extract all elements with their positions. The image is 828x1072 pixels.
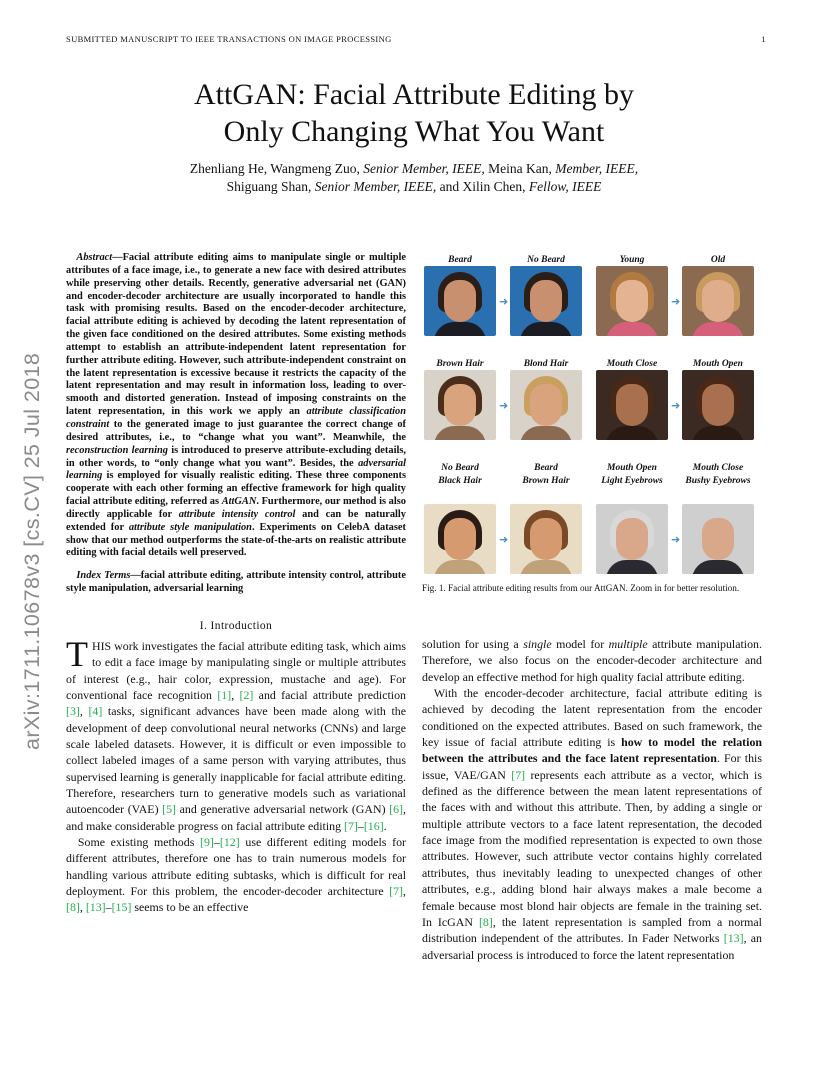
intro-text: seems to be an effective — [131, 900, 249, 915]
citation-link[interactable]: [8] — [478, 914, 493, 929]
right-arrow-icon: ➜ — [671, 533, 681, 546]
face-image — [682, 266, 754, 336]
abstract-emphasis-3: adversarial learning — [66, 457, 406, 482]
face-image — [510, 504, 582, 574]
section-heading-introduction: I. Introduction — [199, 619, 273, 632]
intro-text: – — [105, 900, 112, 915]
face-image — [424, 370, 496, 440]
citation-link[interactable]: [12] — [219, 835, 240, 850]
face-image — [596, 370, 668, 440]
author-role-4: Fellow, IEEE — [528, 179, 602, 194]
body-emphasis: single — [523, 637, 552, 651]
face-image — [424, 266, 496, 336]
figure-attribute-label: Beard — [448, 255, 472, 265]
citation-link[interactable]: [3] — [66, 704, 80, 719]
running-header-text: SUBMITTED MANUSCRIPT TO IEEE TRANSACTIONS ON IMAGE PROCESSING — [66, 34, 392, 44]
author-role-2: Member, IEEE, — [555, 161, 639, 176]
face-image — [424, 504, 496, 574]
body-bold: how to model the relation between the attributes and the face latent representation — [422, 735, 763, 766]
citation-link[interactable]: [16] — [363, 818, 384, 833]
figure-attribute-label: Mouth Open — [693, 359, 743, 369]
citation-link[interactable]: [13] — [85, 900, 106, 915]
intro-text: , — [79, 900, 86, 915]
face-image — [596, 504, 668, 574]
figure-attribute-label: No Beard Black Hair — [438, 463, 482, 486]
abstract — [66, 252, 406, 560]
citation-link[interactable]: [13] — [723, 931, 744, 946]
citation-link[interactable]: [7] — [389, 884, 404, 899]
citation-link[interactable]: [2] — [239, 687, 254, 702]
body-text: With the encoder-decoder architecture, facial attribute editing is achieved by decoding the latent representation from the encoder conditioned on the expected attributes. Based on such framework, the key issue of facial attribute editing is — [422, 686, 762, 750]
figure-attribute-label: Mouth Close — [606, 359, 658, 369]
author-line-2 — [0, 178, 828, 196]
body-text: , an adversarial process is introduced to force the latent representation — [422, 931, 762, 962]
figure-1 — [422, 252, 762, 572]
figure-caption: Fig. 1. Facial attribute editing results from our AttGAN. Zoom in for better resolution. — [422, 583, 740, 593]
arxiv-stamp: arXiv:1711.10678v3 [cs.CV] 25 Jul 2018 — [20, 352, 44, 750]
title-line-1: AttGAN: Facial Attribute Editing by — [194, 78, 634, 111]
face-image — [682, 504, 754, 574]
abstract-text-4: is employed for visually realistic editing. These three components cooperate with each other forming an effective framework for high quality facial attribute editing, referred as — [66, 470, 406, 508]
face-image — [510, 370, 582, 440]
abstract-text-3: is introduced to preserve attribute-excluding details, in other words, to “only change what you want”. Besides, the — [66, 444, 406, 469]
figure-attribute-label: Mouth Close Bushy Eyebrows — [685, 463, 751, 486]
abstract-text-7: . Experiments on CelebA dataset show that our method outperforms the state-of-the-arts on realistic attribute editing with facial details well preserved. — [66, 521, 406, 559]
face-image — [682, 370, 754, 440]
abstract-text-2: to the generated image to just guarantee the correct change of desired attributes, i.e., to “change what you want”. Meanwhile, the — [66, 418, 406, 443]
intro-text: . — [383, 818, 387, 833]
citation-link[interactable]: [6] — [389, 802, 404, 817]
abstract-text-6: and can be naturally extended for — [66, 508, 407, 533]
right-arrow-icon: ➜ — [671, 295, 681, 308]
intro-paragraph-1 — [66, 633, 407, 834]
author-line-1 — [0, 160, 828, 178]
citation-link[interactable]: [5] — [162, 802, 177, 817]
figure-attribute-label: No Beard — [527, 255, 565, 265]
right-column-text — [422, 636, 762, 963]
intro-text: tasks, significant advances have been made along with the development of deep convolutional neural networks (CNNs) and large scale labeled datasets. However, it is difficult or even impossible to collect labeled images of a same person with varying attributes, thus supervised learning is generally inapplicable for facial attribute editing. Therefore, researchers turn to generative models such as variational autoencoder (VAE) — [66, 704, 406, 817]
intro-text: , — [231, 687, 240, 702]
paper-title — [0, 76, 828, 150]
right-column — [422, 252, 763, 962]
abstract-label: Abstract — [76, 252, 113, 263]
abstract-emphasis-4: AttGAN — [221, 496, 257, 508]
right-arrow-icon: ➜ — [499, 533, 509, 546]
page-number: 1 — [761, 34, 766, 44]
author-names-3: Shiguang Shan, — [226, 179, 312, 194]
body-text: , the latent representation is sampled from a normal distribution independent of the attributes. In Fader Networks — [422, 914, 762, 946]
body-emphasis: multiple — [608, 637, 648, 651]
right-paragraph-1 — [422, 636, 762, 685]
intro-text: , and make considerable progress on facial attribute editing — [66, 802, 406, 833]
drop-cap: T — [66, 633, 88, 674]
right-arrow-icon: ➜ — [499, 295, 509, 308]
citation-link[interactable]: [1] — [217, 687, 232, 702]
citation-link[interactable]: [8] — [66, 900, 80, 915]
author-list — [0, 160, 828, 196]
body-text: model for — [551, 637, 609, 651]
abstract-emphasis-2: reconstruction learning — [66, 444, 168, 456]
figure-attribute-label: Blond Hair — [523, 359, 569, 369]
body-text: attribute manipulation. Therefore, we also focus on the encoder-decoder architecture and develop an effective method for high quality facial attribute editing. — [422, 637, 762, 684]
author-names-2: Meina Kan, — [488, 161, 552, 176]
abstract-text-1: —Facial attribute editing aims to manipulate single or multiple attributes of a face image, i.e., to generate a new face with desired attributes while preserving other details. Recently, generative adversarial net (GAN) and encoder-decoder architecture are usually incorporated to handle this task with promising results. Based on the encoder-decoder architecture, facial attribute editing is achieved by decoding the latent representation of the given face conditioned on the desired attributes. Some existing methods attempt to establish an attribute-independent latent representation for further attribute editing. However, such attribute-independent constraint on the latent representation is excessive because it restricts the capacity of the latent representation and may result in information loss, leading to over-smooth and distorted generation. Instead of imposing constraints on the latent representation, in this work we apply an — [66, 252, 406, 418]
intro-text: and facial attribute prediction — [253, 687, 407, 702]
intro-text: – — [357, 818, 364, 833]
author-names-4: and Xilin Chen, — [439, 179, 526, 194]
author-role-1: Senior Member, IEEE, — [363, 161, 485, 176]
right-arrow-icon: ➜ — [499, 399, 509, 412]
figure-attribute-label: Brown Hair — [436, 359, 484, 369]
intro-text: , — [403, 884, 406, 899]
index-terms-label: Index Terms — [76, 570, 131, 582]
right-arrow-icon: ➜ — [671, 399, 681, 412]
figure-attribute-label: Mouth Open Light Eyebrows — [601, 463, 663, 486]
intro-text: and generative adversarial network (GAN) — [176, 802, 390, 817]
abstract-emphasis-5: attribute intensity control — [178, 508, 296, 520]
abstract-emphasis-6: attribute style manipulation — [128, 521, 252, 533]
figure-attribute-label: Beard Brown Hair — [522, 463, 570, 486]
citation-link[interactable]: [9] — [200, 835, 214, 850]
intro-text: HIS work investigates the facial attribute editing task, which aims to edit a face image by manipulating single or multiple attributes of interest (e.g., hair color, expression, mustache and age). For conventional face recognition — [66, 638, 406, 702]
citation-link[interactable]: [4] — [88, 704, 103, 719]
intro-paragraph-2 — [66, 834, 406, 916]
abstract-emphasis-1: attribute classification constraint — [66, 406, 406, 430]
figure-attribute-label: Old — [710, 255, 726, 265]
index-terms-text: —facial attribute editing, attribute intensity control, attribute style manipulation, adversarial learning — [66, 570, 406, 595]
running-header — [66, 34, 766, 44]
right-paragraph-2 — [422, 685, 762, 963]
face-image — [596, 266, 668, 336]
intro-text: , — [79, 704, 89, 719]
citation-link[interactable]: [7] — [344, 818, 358, 833]
author-names-1: Zhenliang He, Wangmeng Zuo, — [189, 161, 360, 176]
left-column — [66, 252, 406, 916]
figure-attribute-label: Young — [619, 255, 645, 265]
citation-link[interactable]: [7] — [511, 767, 526, 782]
face-image — [510, 266, 582, 336]
abstract-text-5: . Furthermore, our method is also directly applicable for — [66, 496, 406, 520]
author-role-3: Senior Member, IEEE, — [314, 179, 437, 194]
index-terms — [66, 570, 406, 596]
citation-link[interactable]: [15] — [111, 900, 132, 915]
intro-text: use different editing models for different attributes, therefore one has to train numerous models for handling various attribute editing subtasks, which is difficult for real deployment. For this problem, the encoder-decoder architecture — [66, 835, 406, 899]
body-text: . For this issue, VAE/GAN — [422, 751, 762, 782]
body-text: solution for using a — [422, 637, 524, 651]
intro-text: Some existing methods — [77, 835, 201, 850]
title-line-2: Only Changing What You Want — [223, 115, 605, 148]
body-text: represents each attribute as a vector, which is defined as the difference between the mean latent representations of the faces with and without this attribute. Then, by adding a single or multiple attribute vectors to a face latent representation, the decoded face image from the modified representation is expected to own those attributes. However, such attribute vector contains highly correlated attributes, thus inevitably leading to unexpected changes of other attributes, e.g., adding blond hair always makes a male become a female because most blond hair objects are female in the training set. In IcGAN — [422, 767, 762, 929]
intro-text: – — [213, 835, 220, 850]
